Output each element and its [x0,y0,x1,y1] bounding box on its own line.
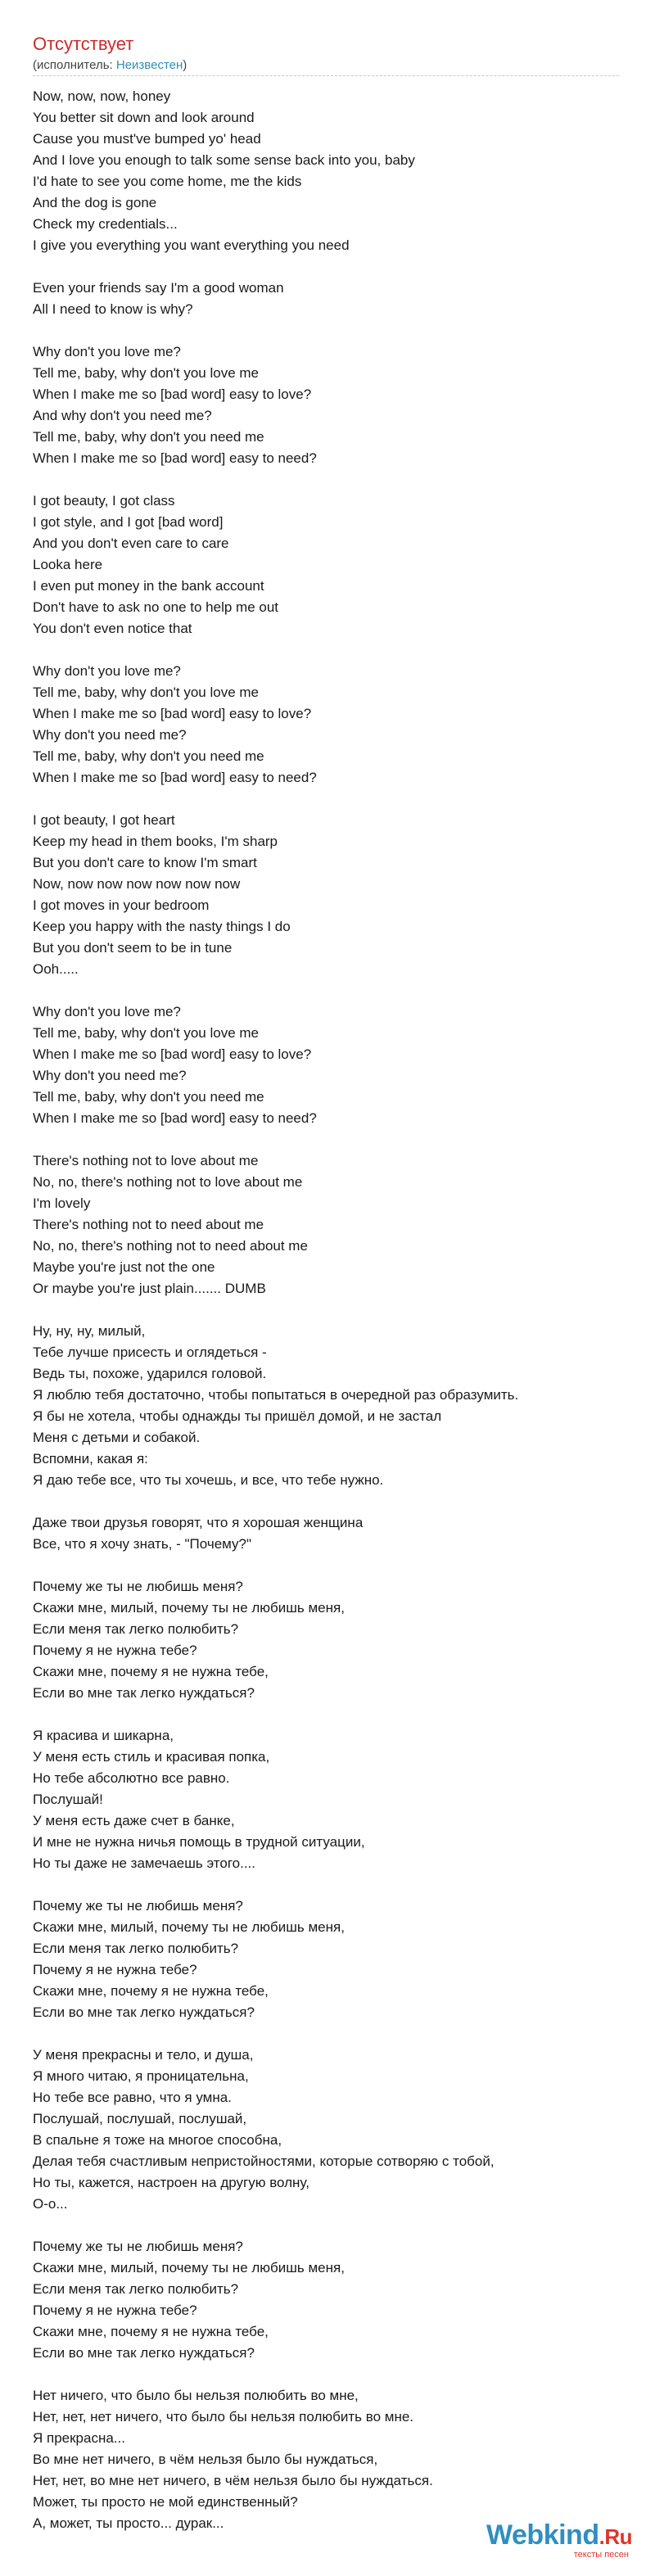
header-divider [33,75,619,76]
lyrics-stanza [33,1150,622,1299]
lyrics-line: When I make me so [bad word] easy to love? [33,1046,312,1062]
lyrics-line: Но тебе все равно, что я умна. [33,2090,232,2105]
song-header [33,33,619,83]
lyrics-line: All I need to know is why? [33,301,193,317]
lyrics-line: Ooh..... [33,961,79,977]
lyrics-line: Tell me, baby, why don't you love me [33,1025,260,1041]
lyrics-line: Скажи мне, почему я не нужна тебе, [33,1664,269,1679]
lyrics-line: Tell me, baby, why don't you need me [33,429,264,445]
lyrics-line: Нет, нет, нет ничего, что было бы нельзя полюбить во мне. [33,2409,414,2425]
lyrics-line: Я красива и шикарна, [33,1728,174,1743]
lyrics-line: Cause you must've bumped yo' head [33,131,261,147]
lyrics-stanza [33,1576,622,1704]
lyrics-line: When I make me so [bad word] easy to need? [33,1110,317,1126]
lyrics-stanza [33,661,622,789]
lyrics-line: Ну, ну, ну, милый, [33,1323,146,1339]
lyrics-line: Но ты, кажется, настроен на другую волну, [33,2175,309,2190]
lyrics-line: I got moves in your bedroom [33,897,210,913]
lyrics-stanza [33,1321,622,1491]
lyrics-line: Я люблю тебя достаточно, чтобы попытаться в очередной раз образумить. [33,1387,519,1403]
performer-prefix: (исполнитель: [33,58,116,72]
lyrics-line: Послушай, послушай, послушай, [33,2111,247,2126]
lyrics-line: У меня есть стиль и красивая попка, [33,1749,270,1765]
lyrics-line: Почему я не нужна тебе? [33,2303,197,2318]
lyrics-line: Я даю тебе все, что ты хочешь, и все, что тебе нужно. [33,1472,384,1488]
lyrics-line: Если меня так легко полюбить? [33,1621,239,1637]
lyrics-line: Даже твои друзья говорят, что я хорошая женщина [33,1515,364,1530]
lyrics-line: Нет ничего, что было бы нельзя полюбить во мне, [33,2388,359,2403]
lyrics-line: Скажи мне, почему я не нужна тебе, [33,1983,269,1999]
lyrics-line: And the dog is gone [33,195,157,210]
lyrics-stanza [33,2045,622,2215]
lyrics-line: I give you everything you want everything you need [33,237,350,253]
lyrics-line: Во мне нет ничего, в чём нельзя было бы нуждаться, [33,2452,378,2467]
lyrics-line: You don't even notice that [33,621,192,636]
lyrics-line: When I make me so [bad word] easy to love? [33,706,312,721]
lyrics-line: Если во мне так легко нуждаться? [33,2004,255,2020]
lyrics-line: I got style, and I got [bad word] [33,514,224,530]
lyrics-stanza [33,1001,622,1129]
lyrics-line: Or maybe you're just plain....... DUMB [33,1281,266,1296]
lyrics-line: Но ты даже не замечаешь этого.... [33,1855,256,1871]
lyrics-line: Looka here [33,557,103,572]
lyrics-line: Ведь ты, похоже, ударился головой. [33,1366,267,1381]
lyrics-line: Я бы не хотела, чтобы однажды ты пришёл домой, и не застал [33,1408,442,1424]
lyrics-line: Скажи мне, милый, почему ты не любишь меня, [33,2260,345,2275]
lyrics-line: Tell me, baby, why don't you love me [33,365,260,381]
lyrics-line: Меня с детьми и собакой. [33,1430,201,1445]
lyrics-line: When I make me so [bad word] easy to love? [33,386,312,402]
lyrics-line: Why don't you love me? [33,663,181,679]
lyrics-line: Tell me, baby, why don't you love me [33,685,260,700]
lyrics-line: Все, что я хочу знать, - "Почему?" [33,1536,252,1552]
lyrics-line: А, может, ты просто... дурак... [33,2515,224,2531]
lyrics-line: When I make me so [bad word] easy to need? [33,450,317,466]
lyrics-line: Если во мне так легко нуждаться? [33,2345,255,2361]
lyrics-line: I'm lovely [33,1195,91,1211]
site-logo[interactable] [468,2520,632,2561]
lyrics-stanza [33,278,622,320]
logo-tagline: тексты песен [573,2550,629,2560]
lyrics-line: Я прекрасна... [33,2430,125,2446]
performer-line [33,57,619,74]
lyrics-line: Скажи мне, милый, почему ты не любишь меня, [33,1919,345,1935]
lyrics-stanza [33,490,622,639]
lyrics-stanza [33,1896,622,2023]
lyrics-line: Why don't you love me? [33,1004,181,1019]
lyrics-line: And you don't even care to care [33,536,229,551]
performer-link[interactable]: Неизвестен [115,58,183,72]
lyrics-line: Keep my head in them books, I'm sharp [33,834,278,849]
lyrics-line: Вспомни, какая я: [33,1451,148,1467]
lyrics-line: Скажи мне, почему я не нужна тебе, [33,2324,269,2339]
lyrics-line: But you don't seem to be in tune [33,940,233,956]
lyrics-line: Почему я не нужна тебе? [33,1962,197,1977]
lyrics-line: No, no, there's nothing not to need about me [33,1238,308,1254]
lyrics-line: When I make me so [bad word] easy to need? [33,770,317,785]
lyrics-line: И мне не нужна ничья помощь в трудной ситуации, [33,1834,365,1850]
lyrics-line: Скажи мне, милый, почему ты не любишь меня, [33,1600,345,1616]
lyrics-line: Why don't you love me? [33,344,181,359]
lyrics-line: Если меня так легко полюбить? [33,2281,239,2297]
lyrics-line: I even put money in the bank account [33,578,264,594]
lyrics-line: There's nothing not to love about me [33,1153,259,1168]
lyrics-line: Почему же ты не любишь меня? [33,2239,243,2254]
lyrics-stanza [33,2236,622,2364]
lyrics-line: I'd hate to see you come home, me the kids [33,174,302,189]
lyrics-stanza [33,1725,622,1874]
lyrics-line: Если меня так легко полюбить? [33,1941,239,1956]
lyrics-line: There's nothing not to need about me [33,1217,264,1232]
lyrics-line: Послушай! [33,1792,103,1807]
lyrics-line: And why don't you need me? [33,408,212,423]
lyrics-line: Keep you happy with the nasty things I do [33,919,291,934]
lyrics-line: Now, now, now, honey [33,88,171,104]
lyrics-line: Don't have to ask no one to help me out [33,599,278,615]
logo-wordmark [468,2520,632,2551]
lyrics-line: Нет, нет, во мне нет ничего, в чём нельзя было бы нуждаться. [33,2473,433,2488]
lyrics-line: Even your friends say I'm a good woman [33,280,284,296]
lyrics-line: В спальне я тоже на многое способна, [33,2132,282,2148]
lyrics-line: Почему я не нужна тебе? [33,1643,197,1658]
logo-ru-text: .Ru [599,2524,632,2549]
lyrics-body [33,86,622,2556]
lyrics-line: Now, now now now now now now [33,876,241,892]
lyrics-line: I got beauty, I got heart [33,812,175,828]
page-title: Отсутствует [33,34,134,54]
lyrics-stanza [33,2385,622,2534]
lyrics-line: Может, ты просто не мой единственный? [33,2494,298,2510]
lyrics-line: Maybe you're just not the one [33,1259,215,1275]
lyrics-line: О-о... [33,2196,68,2212]
lyrics-line: Tell me, baby, why don't you need me [33,1089,264,1105]
logo-kind-text: kind [543,2520,599,2551]
lyrics-line: I got beauty, I got class [33,493,175,508]
lyrics-line: Why don't you need me? [33,1068,187,1083]
logo-web-text: Web [486,2520,544,2551]
lyrics-stanza [33,810,622,980]
lyrics-line: Why don't you need me? [33,727,187,743]
lyrics-line: У меня прекрасны и тело, и душа, [33,2047,254,2063]
lyrics-line: Тебе лучше присесть и оглядеться - [33,1344,267,1360]
lyrics-line: But you don't care to know I'm smart [33,855,257,870]
lyrics-line: Check my credentials... [33,216,178,232]
lyrics-line: Почему же ты не любишь меня? [33,1898,243,1914]
lyrics-line: Если во мне так легко нуждаться? [33,1685,255,1701]
lyrics-line: Делая тебя счастливым непристойностями, которые сотворяю с тобой, [33,2153,495,2169]
lyrics-line: No, no, there's nothing not to love about me [33,1174,303,1190]
lyrics-line: Tell me, baby, why don't you need me [33,748,264,764]
lyrics-stanza [33,341,622,469]
lyrics-line: Но тебе абсолютно все равно. [33,1770,230,1786]
lyrics-line: Почему же ты не любишь меня? [33,1579,243,1594]
lyrics-stanza [33,86,622,256]
lyrics-line: And I love you enough to talk some sense back into you, baby [33,152,415,168]
performer-suffix: ) [183,58,187,72]
lyrics-line: Я много читаю, я проницательна, [33,2068,249,2084]
lyrics-line: You better sit down and look around [33,110,255,125]
lyrics-stanza [33,1512,622,1555]
lyrics-line: У меня есть даже счет в банке, [33,1813,235,1828]
